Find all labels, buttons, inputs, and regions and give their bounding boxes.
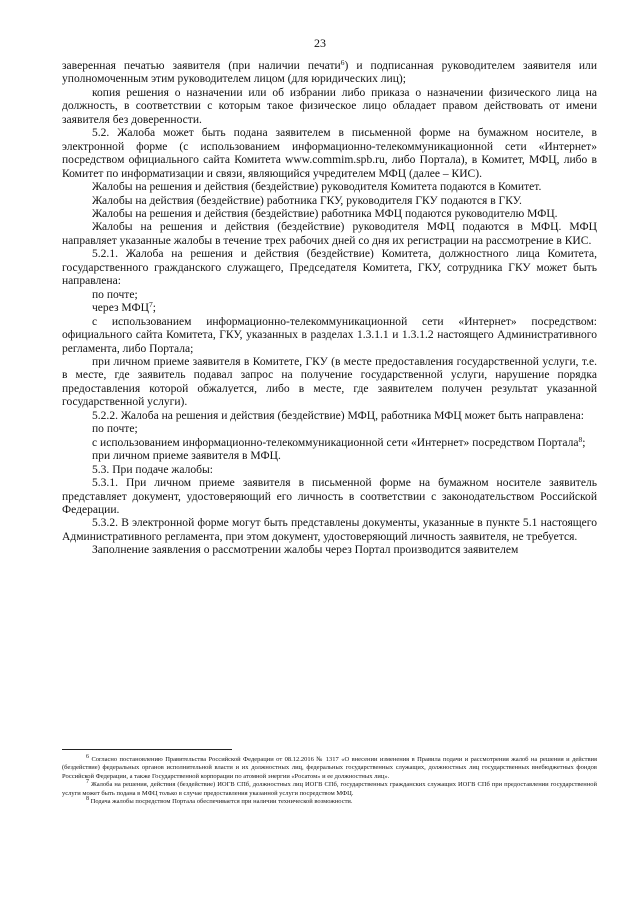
paragraph xyxy=(62,87,597,127)
paragraph-text: по почте; xyxy=(92,423,138,436)
footnote xyxy=(62,781,597,798)
paragraph xyxy=(62,127,597,181)
paragraph xyxy=(62,356,597,410)
paragraph-text: при личном приеме заявителя в МФЦ. xyxy=(92,450,281,463)
paragraph-text: 5.2.1. Жалоба на решения и действия (бездействие) Комитета, должностного лица Комитета, государственного гражданского служащего, Председателя Комитета, ГКУ, сотрудника ГКУ может быть направлена: xyxy=(62,248,597,288)
paragraph xyxy=(62,544,597,557)
footnote xyxy=(62,756,597,781)
paragraph-text: при личном приеме заявителя в Комитете, ГКУ (в месте предоставления государственной услуги, т.е. в месте, где заявитель подавал запрос на получение государственной услуги, нарушение порядка предоставления которой обжалуется, либо в месте, где заявителем получен результат указанной государственной услуги). xyxy=(62,355,597,409)
paragraph xyxy=(62,208,597,221)
paragraph-text: с использованием информационно-телекоммуникационной сети «Интернет» посредством: официального сайта Комитета, ГКУ, указанных в разделах 1.3.1.1 и 1.3.1.2 настоящего Административного регламента, либо Портала; xyxy=(62,315,597,355)
footnote-text: Жалоба на решения, действия (бездействие) ИОГВ СПб, должностных лиц ИОГВ СПб, государственных гражданских служащих ИОГВ СПб при предоставлении государственной услуги может быть подана в МФЦ только в случае предоставления указанной услуги посредством МФЦ. xyxy=(62,781,597,797)
footnote-mark: 7 xyxy=(86,779,89,786)
paragraph xyxy=(62,221,597,248)
paragraph xyxy=(62,302,597,315)
paragraph xyxy=(62,195,597,208)
footnote-ref: 8 xyxy=(578,434,583,444)
paragraph-text: по почте; xyxy=(92,288,138,301)
paragraph-text: 5.3. При подаче жалобы: xyxy=(92,463,213,476)
paragraph-text: Жалобы на действия (бездействие) работника ГКУ, руководителя ГКУ подаются в ГКУ. xyxy=(92,194,522,207)
paragraph-text: Жалобы на решения и действия (бездействие) работника МФЦ подаются руководителю МФЦ. xyxy=(92,207,558,220)
paragraph xyxy=(62,181,597,194)
paragraph xyxy=(62,517,597,544)
paragraph-text: Жалобы на решения и действия (бездействие) руководителя МФЦ подаются в МФЦ. МФЦ направляет указанные жалобы в течение трех рабочих дней со дня их регистрации на рассмотрение в КИС. xyxy=(62,221,597,247)
footnote-separator xyxy=(62,749,232,750)
paragraph-text: 5.3.1. При личном приеме заявителя в письменной форме на бумажном носителе заявитель представляет документ, удостоверяющий его личность в соответствии с законодательством Российской Федерации. xyxy=(62,477,597,516)
footnote-ref: 6 xyxy=(340,58,345,67)
footnote-text: Подача жалобы посредством Портала обеспечивается при наличии технической возможности. xyxy=(89,798,353,806)
paragraph xyxy=(62,248,597,288)
paragraph xyxy=(62,464,597,477)
paragraph-text: с использованием информационно-телекоммуникационной сети «Интернет» посредством Портала xyxy=(92,436,579,449)
footnote-ref: 7 xyxy=(149,300,153,310)
footnotes xyxy=(62,756,597,806)
paragraph xyxy=(62,434,597,450)
paragraph-text: 5.3.2. В электронной форме могут быть представлены документы, указанные в пункте 5.1 настоящего Административного регламента, при этом документ, удостоверяющий личность заявителя, не требуется. xyxy=(62,517,597,543)
footnote-mark: 8 xyxy=(86,796,89,803)
paragraph xyxy=(62,423,597,436)
footnote-mark: 6 xyxy=(86,754,89,760)
footnote-text: Согласно постановлению Правительства Российской Федерации от 08.12.2016 № 1317 «О внесении изменения в Правила подачи и рассмотрения жалоб на решения и действия (бездействие) федеральных органов исполнительной власти и их должностных лиц, федеральных государственных служащих, должностных лиц государственных внебюджетных фондов Российской Федерации, а также Государственной корпорации по атомной энергии «Росатом» и ее должностных лиц». xyxy=(62,756,597,780)
paragraph xyxy=(62,450,597,463)
paragraph xyxy=(62,477,597,517)
paragraph xyxy=(62,289,597,302)
paragraph-text: 5.2.2. Жалоба на решения и действия (бездействие) МФЦ, работника МФЦ может быть направлена: xyxy=(92,409,585,422)
paragraph xyxy=(62,316,597,356)
paragraph-text: ; xyxy=(152,302,156,315)
paragraph-text: через МФЦ xyxy=(92,302,149,315)
footnote xyxy=(62,798,597,806)
paragraph xyxy=(62,410,597,423)
paragraph-text: Заполнение заявления о рассмотрении жалобы через Портал производится заявителем xyxy=(92,544,519,557)
paragraph-text: ; xyxy=(582,436,586,449)
paragraph-text: копия решения о назначении или об избрании либо приказа о назначении физического лица на должность, в соответствии с которым такое физическое лицо обладает правом действовать от имени заявителя без доверенности. xyxy=(62,86,597,126)
paragraph-text: заверенная печатью заявителя (при наличии печати xyxy=(62,60,341,72)
page-number: 23 xyxy=(314,36,326,50)
paragraph-text: 5.2. Жалоба может быть подана заявителем в письменной форме на бумажном носителе, в электронной форме (с использованием информационно-телекоммуникационной сети «Интернет» посредством официального сайта Комитета www.commim.spb.ru, либо Портала), в Комитет, МФЦ, либо в Комитет по информатизации и связи, являющийся учредителем МФЦ (далее – КИС). xyxy=(62,127,597,180)
body-text xyxy=(62,60,597,558)
paragraph xyxy=(62,60,597,87)
paragraph-text: ) и подписанная руководителем заявителя или уполномоченным этим руководителем лицом (для юридических лиц); xyxy=(62,60,598,86)
paragraph-text: Жалобы на решения и действия (бездействие) руководителя Комитета подаются в Комитет. xyxy=(92,181,542,194)
